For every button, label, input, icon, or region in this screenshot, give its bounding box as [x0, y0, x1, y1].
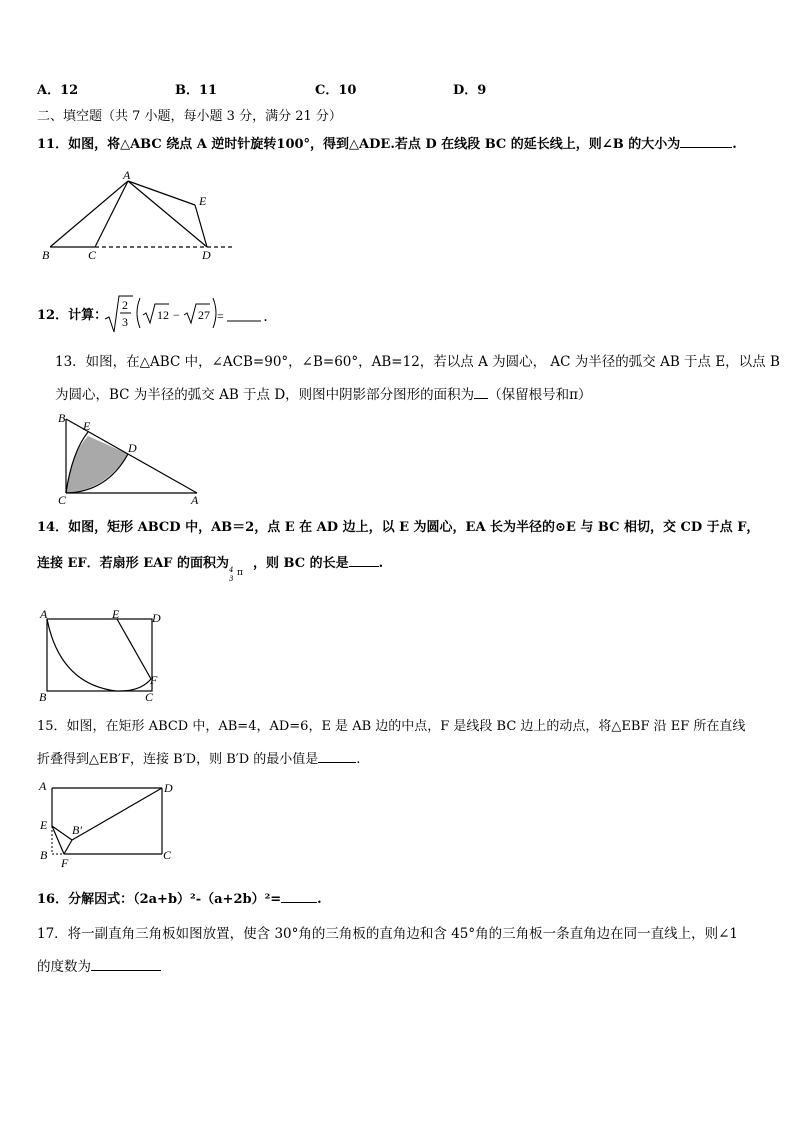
label-d: D [164, 781, 173, 795]
answer-blank-14 [349, 554, 379, 567]
label-b-prime: B′ [72, 823, 82, 837]
label-e: E [83, 419, 91, 433]
label-e: E [199, 194, 207, 208]
label-a: A [191, 493, 199, 507]
question-12-label: 12．计算： [37, 308, 108, 323]
question-12-end: . [264, 310, 267, 324]
question-11-text: 11．如图，将△ABC 绕点 A 逆时针旋转100°，得到△ADE.若点 D 在线段 BC 的延长线上，则∠B 的大小为 [37, 137, 681, 152]
radicand-2: 27 [198, 308, 210, 322]
question-11 [37, 135, 737, 153]
answer-blank-15 [318, 750, 356, 763]
section-title: 二、填空题（共 7 小题，每小题 3 分，满分 21 分） [37, 109, 342, 124]
label-c: C [163, 848, 172, 862]
question-17-line2-text: 的度数为 [37, 959, 91, 975]
figure-q15 [36, 778, 186, 868]
question-13-line2 [55, 386, 592, 403]
question-14-line2-start: 连接 EF．若扇形 EAF 的面积为 [37, 556, 229, 571]
answer-blank-11 [680, 135, 732, 148]
equals-sign: = [217, 309, 224, 323]
question-16-end: . [317, 892, 322, 907]
label-e: E [40, 818, 48, 832]
question-16-text: 16．分解因式：（2a+b）²-（a+2b）²= [37, 892, 282, 907]
fraction-4-3 [228, 554, 253, 583]
question-17-line2 [37, 958, 161, 975]
answer-blank-13 [474, 386, 488, 399]
question-13-line2-text: 为圆心，BC 为半径的弧交 AB 于点 D，则图中阴影部分图形的面积为 [55, 387, 475, 403]
frac-den: 3 [122, 315, 128, 329]
label-d: D [202, 248, 211, 262]
answer-blank-17 [91, 958, 161, 971]
pi-symbol: π [236, 568, 243, 578]
label-a: A [39, 779, 47, 793]
label-c: C [58, 493, 67, 507]
label-f: F [150, 673, 158, 687]
figure-q14 [34, 606, 164, 706]
radicand-1: 12 [157, 308, 169, 322]
question-11-end: . [732, 137, 737, 152]
label-b: B [58, 411, 66, 425]
figure-q13 [55, 408, 205, 508]
question-13-line1: 13．如图，在△ABC 中，∠ACB=90°，∠B=60°，AB=12，若以点 A 为圆心， AC 为半径的弧交 AB 于点 E，以点 B [55, 354, 780, 370]
label-b: B [42, 248, 50, 262]
math-expression-12 [103, 292, 273, 338]
label-b: B [39, 690, 47, 704]
question-17-line1: 17．将一副直角三角板如图放置，使含 30°角的三角板的直角边和含 45°角的三角板一条直角边在同一直线上，则∠1 [37, 926, 739, 942]
question-14-line2-end: ，则 BC 的长是 [252, 556, 349, 571]
figure-q11 [38, 166, 238, 266]
label-d: D [128, 441, 137, 455]
label-a: A [40, 607, 48, 621]
label-c: C [88, 248, 97, 262]
label-c: C [145, 690, 154, 704]
question-15-line2 [37, 750, 360, 768]
question-14-end: . [378, 556, 384, 571]
question-15-line2-text: 折叠得到△EB′F，连接 B′D，则 B′D 的最小值是 [37, 752, 319, 767]
fraction-den: 3 [228, 575, 234, 583]
choice-c: C．10 [315, 83, 357, 98]
minus-sign: − [173, 308, 180, 322]
label-d: D [152, 611, 161, 625]
label-f: F [61, 856, 69, 868]
frac-num: 2 [122, 298, 128, 312]
answer-blank-16 [281, 890, 317, 903]
label-e: E [112, 607, 120, 621]
question-15-end: . [356, 752, 361, 767]
question-16 [37, 890, 322, 908]
choice-d: D．9 [453, 83, 487, 98]
choice-b: B．11 [175, 83, 218, 98]
label-b: B [40, 848, 48, 862]
choice-a: A．12 [37, 83, 79, 98]
question-15-line1: 15．如图，在矩形 ABCD 中，AB=4，AD=6，E 是 AB 边的中点，F 是线段 BC 边上的动点，将△EBF 沿 EF 所在直线 [37, 719, 746, 734]
fraction-num: 4 [228, 566, 234, 574]
question-14-line2 [37, 554, 384, 583]
question-14-line1: 14．如图，矩形 ABCD 中，AB＝2，点 E 在 AD 边上，以 E 为圆心，EA 长为半径的⊙E 与 BC 相切，交 CD 于点 F， [37, 520, 760, 535]
question-13-line2-end: （保留根号和π） [488, 387, 592, 403]
label-a: A [123, 168, 131, 182]
